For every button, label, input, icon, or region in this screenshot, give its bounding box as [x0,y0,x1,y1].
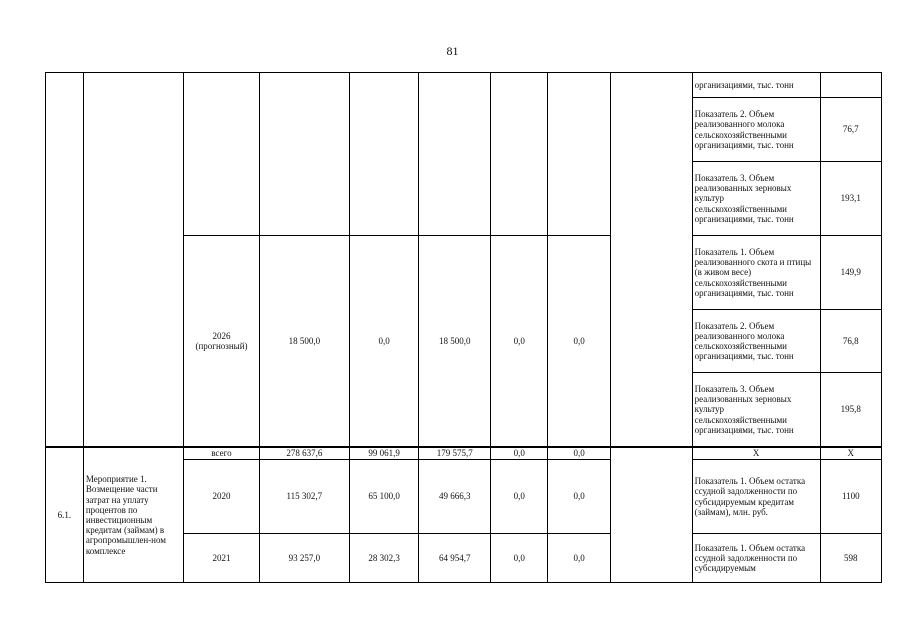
local-cell: 0,0 [491,236,548,447]
other-cell-blank [548,73,610,236]
merged-blank-cell [610,448,692,583]
regional-cell: 64 954,7 [419,534,491,583]
other-cell: 0,0 [548,534,610,583]
indicator-cell: Показатель 3. Объем реализованных зерновых культур сельскохозяйственными организациями, тыс. тонн [692,373,820,447]
local-cell: 0,0 [491,460,548,534]
indicator-value: Х [820,448,881,460]
indicator-cell: Показатель 3. Объем реализованных зерновых культур сельскохозяйственными организациями, тыс. тонн [692,162,820,236]
indicator-cell: Показатель 1. Объем остатка ссудной задолженности по субсидируемым [692,534,820,583]
indicator-cell: Х [692,448,820,460]
year-cell: 2020 [184,460,260,534]
total-cell: 115 302,7 [259,460,349,534]
federal-cell-blank [349,73,419,236]
regional-cell: 179 575,7 [419,448,491,460]
total-cell-blank [259,73,349,236]
page-number: 81 [446,44,459,58]
indicator-cell: Показатель 1. Объем остатка ссудной задолженности по субсидируемым кредитам (займам), млн. руб. [692,460,820,534]
indicator-cell: Показатель 2. Объем реализованного молока сельскохозяйственными организациями, тыс. тонн [692,98,820,162]
measure-table [45,447,882,583]
total-cell: 278 637,6 [259,448,349,460]
federal-cell: 0,0 [349,236,419,447]
year-cell-blank [184,73,260,236]
indicator-cell: Показатель 2. Объем реализованного молока сельскохозяйственными организациями, тыс. тонн [692,310,820,373]
federal-cell: 65 100,0 [349,460,419,534]
other-cell: 0,0 [548,460,610,534]
local-cell: 0,0 [491,448,548,460]
indicator-value: 598 [820,534,881,583]
indicator-cell: Показатель 1. Объем реализованного скота и птицы (в живом весе) сельскохозяйственными организациями, тыс. тонн [692,236,820,310]
table-row [46,73,882,98]
indicator-value: 195,8 [820,373,881,447]
year-cell: 2021 [184,534,260,583]
table-row [46,448,882,460]
year-cell: всего [184,448,260,460]
name-cell-blank [83,73,183,447]
indicator-value: 76,7 [820,98,881,162]
merged-blank-cell [610,73,692,447]
local-cell: 0,0 [491,534,548,583]
indicator-value: 76,8 [820,310,881,373]
program-table [45,72,882,447]
indicator-cell: организациями, тыс. тонн [692,73,820,98]
number-cell-blank [46,73,84,447]
indicator-value: 193,1 [820,162,881,236]
total-cell: 18 500,0 [259,236,349,447]
measure-number: 6.1. [46,448,84,583]
regional-cell: 18 500,0 [419,236,491,447]
regional-cell: 49 666,3 [419,460,491,534]
local-cell-blank [491,73,548,236]
regional-cell-blank [419,73,491,236]
total-cell: 93 257,0 [259,534,349,583]
year-cell: 2026 (прогнозный) [184,236,260,447]
indicator-value: 1100 [820,460,881,534]
other-cell: 0,0 [548,448,610,460]
indicator-value: 149,9 [820,236,881,310]
measure-name: Мероприятие 1. Возмещение части затрат на уплату процентов по инвестиционным кредитам (займам) в агропромышлен-ном комплексе [83,448,183,583]
indicator-value [820,73,881,98]
federal-cell: 28 302,3 [349,534,419,583]
other-cell: 0,0 [548,236,610,447]
federal-cell: 99 061,9 [349,448,419,460]
